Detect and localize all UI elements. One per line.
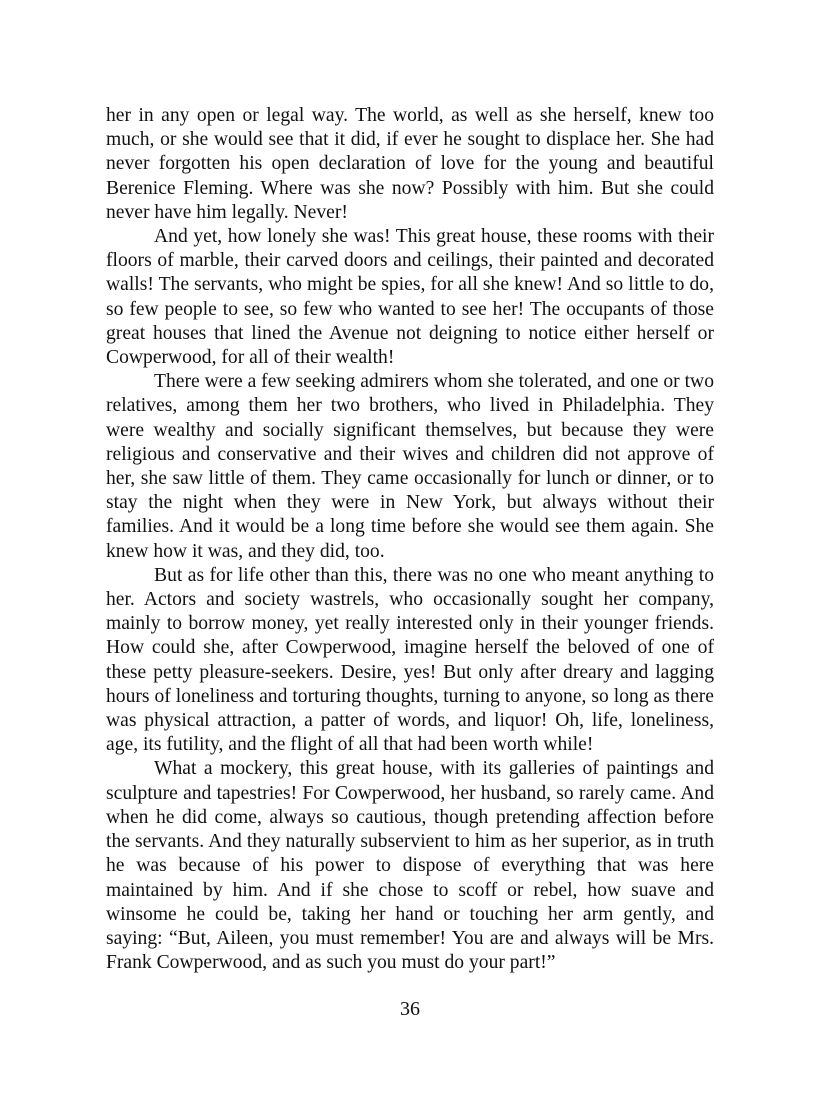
paragraph-4: But as for life other than this, there was no one who meant anything to her. Actors and society wastrels, who occasionally sought her company, mainly to borrow money, yet really interested only in their younger friends. How could she, after Cowperwood, imagine herself the beloved of one of these petty pleasure-seekers. Desire, yes! But only after dreary and lagging hours of loneliness and torturing thoughts, turning to anyone, so long as there was physical attraction, a patter of words, and liquor! Oh, life, loneliness, age, its futility, and the flight of all that had been worth while! (106, 564, 714, 756)
paragraph-2: And yet, how lonely she was! This great house, these rooms with their floors of marble, their carved doors and ceilings, their painted and decorated walls! The servants, who might be spies, for all she knew! And so little to do, so few people to see, so few who wanted to see her! The occupants of those great houses that lined the Avenue not deigning to notice either herself or Cowperwood, for all of their wealth! (106, 226, 714, 369)
paragraph-1: her in any open or legal way. The world, as well as she herself, knew too much, or she would see that it did, if ever he sought to displace her. She had never forgotten his open declaration of love for the young and beautiful Berenice Fleming. Where was she now? Possibly with him. But she could never have him legally. Never! (106, 105, 714, 223)
paragraph-5: What a mockery, this great house, with its galleries of paintings and sculpture and tapestries! For Cowperwood, her husband, so rarely came. And when he did come, always so cautious, though pretending affection before the servants. And they naturally subservient to him as her superior, as in truth he was because of his power to dispose of everything that was here maintained by him. And if she chose to scoff or rebel, how suave and winsome he could be, taking her hand or touching her arm gently, and saying: “But, Aileen, you must remember! You are and always will be Mrs. Frank Cowperwood, and as such you must do your part!” (106, 758, 714, 974)
paragraph-3: There were a few seeking admirers whom she tolerated, and one or two relatives, among them her two brothers, who lived in Philadelphia. They were wealthy and socially significant themselves, but because they were religious and conservative and their wives and children did not approve of her, she saw little of them. They came occasionally for lunch or dinner, or to stay the night when they were in New York, but always without their families. And it would be a long time before she would see them again. She knew how it was, and they did, too. (106, 371, 714, 562)
page-number: 36 (400, 998, 420, 1020)
body-text (106, 104, 714, 975)
